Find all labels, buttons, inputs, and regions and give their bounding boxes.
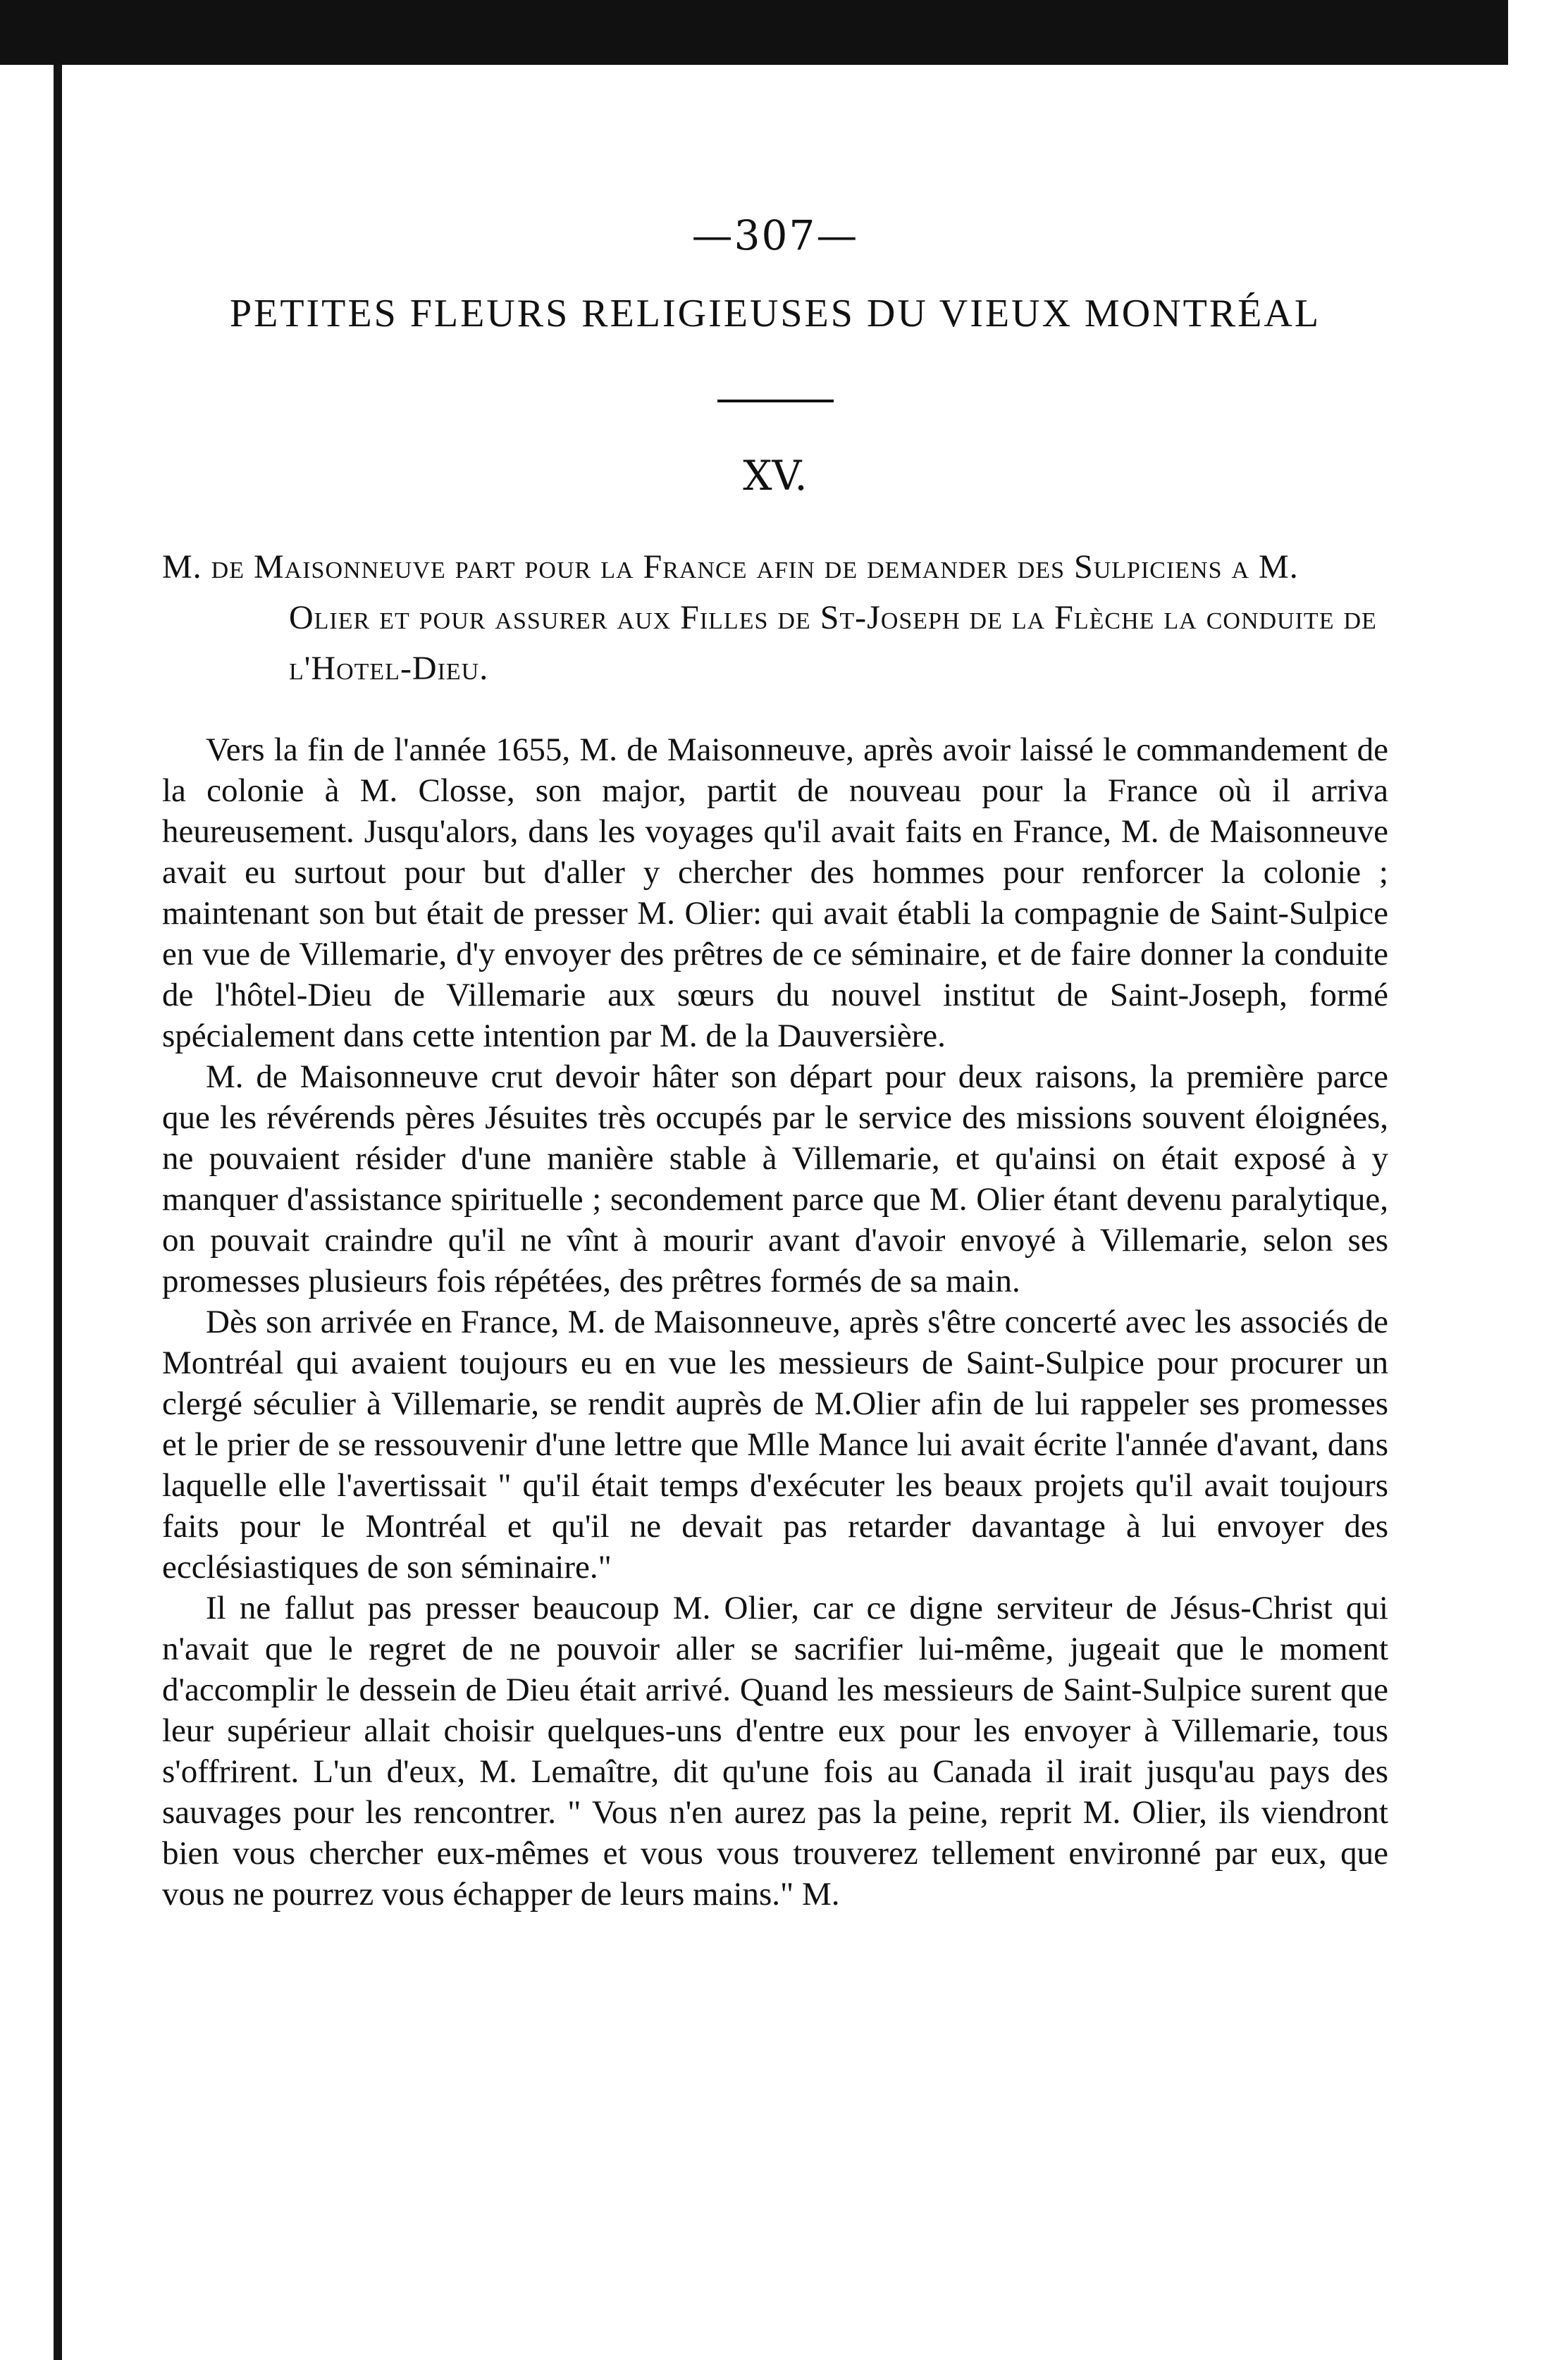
paragraph: M. de Maisonneuve crut devoir hâter son départ pour deux raisons, la première parce que les révérends pères Jésuites très occupés par le service des missions souvent éloignées, ne pouvaient résider d'une manière stable à Villemarie, et qu'ainsi on était exposé à y manquer d'assistance spirituelle ; secondement parce que M. Olier étant devenu paralytique, on pouvait craindre qu'il ne vînt à mourir avant d'avoir envoyé à Villemarie, selon ses promesses plusieurs fois répétées, des prêtres formés de sa main.: [162, 1058, 1388, 1299]
paragraph: Dès son arrivée en France, M. de Maisonneuve, après s'être concerté avec les associés de Montréal qui avaient toujours eu en vue les messieurs de Saint-Sulpice pour procurer un clergé séculier à Villemarie, se rendit auprès de M.Olier afin de lui rappeler ses promesses et le prier de se ressouvenir d'une lettre que Mlle Mance lui avait écrite l'année d'avant, dans laquelle elle l'avertissait " qu'il était temps d'exécuter les beaux projets qu'il avait toujours faits pour le Montréal et qu'il ne devait pas retarder davantage à lui envoyer des ecclésiastiques de son séminaire.": [162, 1304, 1388, 1586]
chapter-title: M. de Maisonneuve part pour la France afin de demander des Sulpiciens a M. Olier et pour assurer aux Filles de St-Joseph de la Flèche la conduite de l'Hotel-Dieu.: [162, 548, 1377, 687]
scan-top-border: [0, 0, 1508, 65]
title-rule: [717, 400, 834, 402]
running-title: PETITES FLEURS RELIGIEUSES DU VIEUX MONTRÉAL: [229, 292, 1321, 335]
scan-left-margin-rule: [54, 65, 62, 2360]
paragraph: Il ne fallut pas presser beaucoup M. Olier, car ce digne serviteur de Jésus-Christ qui n'avait que le regret de ne pouvoir aller se sacrifier lui-même, jugeait que le moment d'accomplir le dessein de Dieu était arrivé. Quand les messieurs de Saint-Sulpice surent que leur supérieur allait choisir quelques-uns d'entre eux pour les envoyer à Villemarie, tous s'offrirent. L'un d'eux, M. Lemaître, dit qu'une fois au Canada il irait jusqu'au pays des sauvages pour les rencontrer. " Vous n'en aurez pas la peine, reprit M. Olier, ils viendront bien vous chercher eux-mêmes et vous vous trouverez tellement environné par eux, que vous ne pourrez vous échapper de leurs mains." M.: [162, 1590, 1388, 1913]
body-text: [162, 729, 1388, 1915]
paragraph: Vers la fin de l'année 1655, M. de Maisonneuve, après avoir laissé le commandement de la colonie à M. Closse, son major, partit de nouveau pour la France où il arriva heureusement. Jusqu'alors, dans les voyages qu'il avait faits en France, M. de Maisonneuve avait eu surtout pour but d'aller y chercher des hommes pour renforcer la colonie ; maintenant son but était de presser M. Olier: qui avait établi la compagnie de Saint-Sulpice en vue de Villemarie, d'y envoyer des prêtres de ce séminaire, et de faire donner la conduite de l'hôtel-Dieu de Villemarie aux sœurs du nouvel institut de Saint-Joseph, formé spécialement dans cette intention par M. de la Dauversière.: [162, 731, 1388, 1054]
book-page: [162, 211, 1388, 2325]
chapter-number: XV.: [743, 452, 808, 500]
page-number: —307—: [691, 211, 859, 259]
